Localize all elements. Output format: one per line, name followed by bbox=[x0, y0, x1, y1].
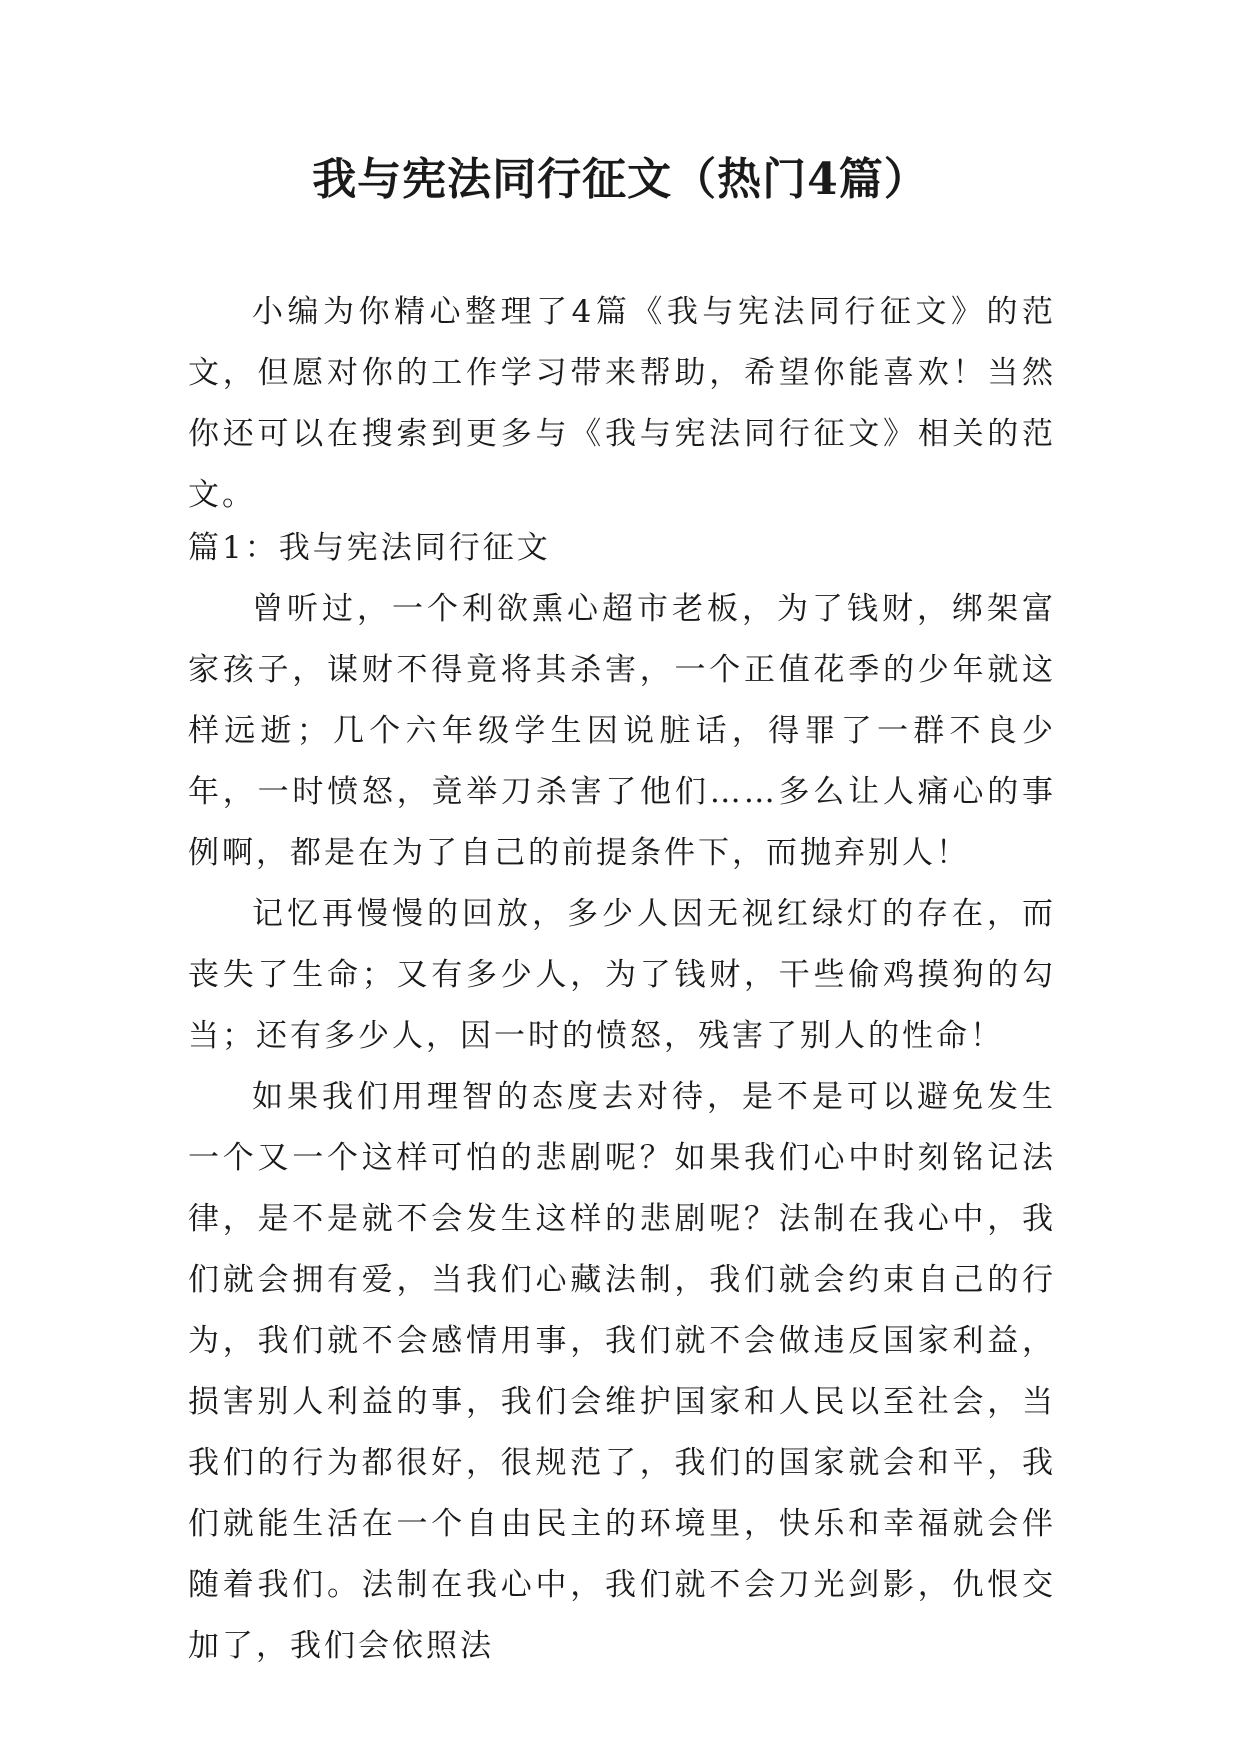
document-title: 我与宪法同行征文（热门4篇） bbox=[312, 154, 929, 205]
article-body bbox=[188, 579, 1056, 1677]
section-heading: 篇1：我与宪法同行征文 bbox=[188, 530, 551, 566]
intro-paragraph: 小编为你精心整理了4篇《我与宪法同行征文》的范文，但愿对你的工作学习带来帮助，希望你能喜欢！当然你还可以在搜索到更多与《我与宪法同行征文》相关的范文。 bbox=[188, 294, 1056, 513]
article-paragraph: 曾听过，一个利欲熏心超市老板，为了钱财，绑架富家孩子，谋财不得竟将其杀害，一个正值花季的少年就这样远逝；几个六年级学生因说脏话，得罪了一群不良少年，一时愤怒，竟举刀杀害了他们……多么让人痛心的事例啊，都是在为了自己的前提条件下，而抛弃别人！ bbox=[188, 591, 1056, 871]
article-paragraph: 如果我们用理智的态度去对待，是不是可以避免发生一个又一个这样可怕的悲剧呢？如果我们心中时刻铭记法律，是不是就不会发生这样的悲剧呢？法制在我心中，我们就会拥有爱，当我们心藏法制，我们就会约束自己的行为，我们就不会感情用事，我们就不会做违反国家利益，损害别人利益的事，我们会维护国家和人民以至社会，当我们的行为都很好，很规范了，我们的国家就会和平，我们就能生活在一个自由民主的环境里，快乐和幸福就会伴随着我们。法制在我心中，我们就不会刀光剑影，仇恨交加了，我们会依照法 bbox=[188, 1079, 1056, 1664]
article-paragraph: 记忆再慢慢的回放，多少人因无视红绿灯的存在，而丧失了生命；又有多少人，为了钱财，干些偷鸡摸狗的勾当；还有多少人，因一时的愤怒，残害了别人的性命！ bbox=[188, 896, 1056, 1054]
